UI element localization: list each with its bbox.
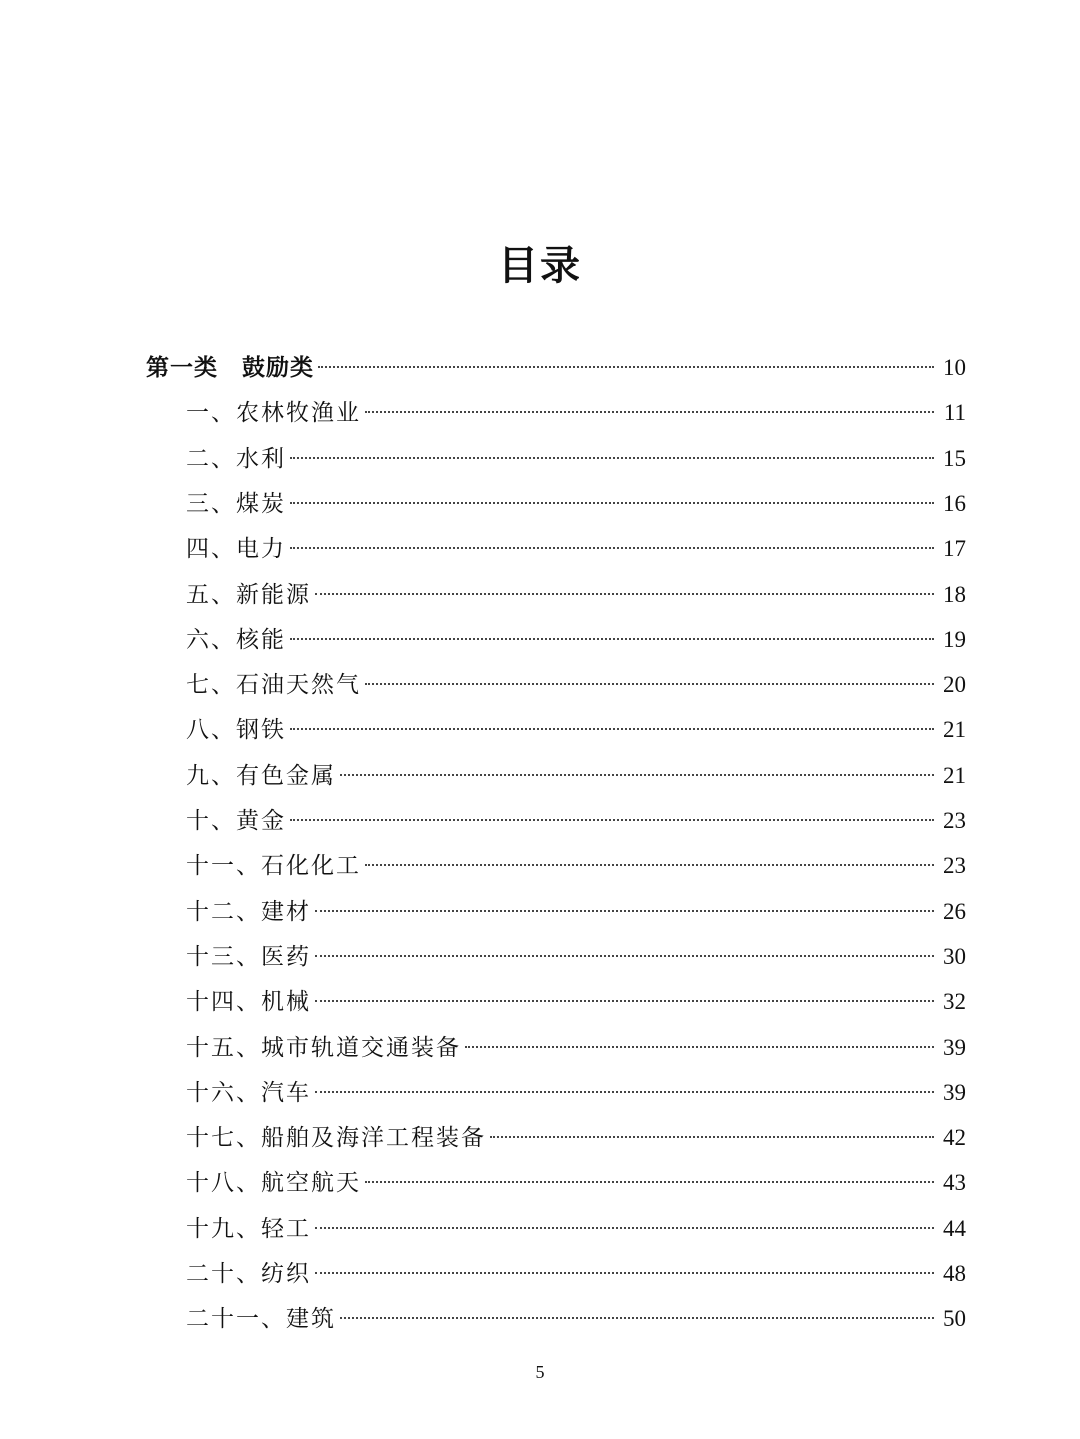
toc-entry-page: 16 — [943, 490, 966, 516]
dot-leader — [315, 910, 934, 912]
toc-entry-page: 44 — [943, 1215, 966, 1241]
toc-entry-label: 十八、航空航天 — [186, 1170, 361, 1197]
toc-entry-page: 10 — [943, 355, 966, 380]
dot-leader — [315, 1272, 934, 1274]
toc-entry-label: 十七、船舶及海洋工程装备 — [186, 1125, 486, 1152]
toc-entry-label: 十五、城市轨道交通装备 — [186, 1034, 461, 1061]
dot-leader — [290, 502, 934, 504]
toc-entry-page: 50 — [943, 1306, 966, 1332]
toc-entry-page: 20 — [943, 672, 966, 698]
toc-entry-page: 30 — [943, 943, 966, 969]
toc-entry-page: 32 — [943, 989, 966, 1015]
toc-entry-label: 三、煤炭 — [186, 490, 286, 517]
dot-leader — [315, 955, 934, 957]
toc-entry-page: 21 — [943, 762, 966, 788]
dot-leader — [290, 819, 934, 821]
toc-entry[interactable] — [186, 979, 966, 1024]
toc-entry[interactable] — [186, 390, 966, 435]
toc-entry-label: 第一类 鼓励类 — [146, 355, 314, 381]
toc-entry[interactable] — [186, 662, 966, 707]
toc-entry[interactable] — [186, 1025, 966, 1070]
dot-leader — [290, 547, 934, 549]
toc-entry-page: 11 — [943, 400, 966, 426]
toc-entry-label: 五、新能源 — [186, 581, 311, 608]
toc-entry-label: 八、钢铁 — [186, 717, 286, 744]
toc-entry-label: 一、农林牧渔业 — [186, 400, 361, 427]
toc-entry-page: 39 — [943, 1034, 966, 1060]
dot-leader — [315, 1000, 934, 1002]
toc-entry[interactable] — [186, 572, 966, 617]
toc-entry[interactable] — [186, 753, 966, 798]
dot-leader — [315, 593, 934, 595]
toc-entry[interactable] — [146, 345, 966, 390]
toc-entry-page: 48 — [943, 1261, 966, 1286]
dot-leader — [365, 411, 934, 413]
toc-entry-page: 19 — [943, 626, 966, 652]
toc-entry-label: 七、石油天然气 — [186, 672, 361, 699]
toc-entry[interactable] — [186, 889, 966, 934]
toc-entry-label: 九、有色金属 — [186, 762, 336, 789]
dot-leader — [318, 366, 934, 368]
dot-leader — [365, 683, 934, 685]
dot-leader — [340, 1317, 934, 1319]
toc-entry-page: 43 — [943, 1170, 966, 1196]
dot-leader — [465, 1046, 934, 1048]
toc-entry-label: 二十、纺织 — [186, 1261, 311, 1287]
toc-entry[interactable] — [186, 843, 966, 888]
toc-entry[interactable] — [186, 617, 966, 662]
toc-entry-page: 26 — [943, 898, 966, 924]
toc-entry-page: 23 — [943, 808, 966, 833]
toc-entry-page: 21 — [943, 717, 966, 743]
dot-leader — [490, 1136, 934, 1138]
dot-leader — [315, 1091, 934, 1093]
toc-entry-label: 六、核能 — [186, 626, 286, 653]
toc-entry[interactable] — [186, 798, 966, 843]
dot-leader — [290, 457, 934, 459]
toc-entry-label: 二、水利 — [186, 445, 286, 472]
dot-leader — [340, 774, 934, 776]
toc-entry-label: 十九、轻工 — [186, 1215, 311, 1242]
toc-entry-page: 42 — [943, 1125, 966, 1151]
dot-leader — [315, 1227, 934, 1229]
toc-entry[interactable] — [186, 436, 966, 481]
toc-entry[interactable] — [186, 526, 966, 571]
page-number: 5 — [535, 1362, 545, 1382]
toc-entry[interactable] — [186, 481, 966, 526]
toc-entry-label: 十、黄金 — [186, 808, 286, 834]
dot-leader — [365, 864, 934, 866]
page-title: 目录 — [498, 243, 582, 289]
toc-entry-label: 十二、建材 — [186, 898, 311, 925]
toc-entry[interactable] — [186, 1206, 966, 1251]
toc-entry-label: 十三、医药 — [186, 943, 311, 970]
toc-entry-label: 二十一、建筑 — [186, 1306, 336, 1333]
toc-entry[interactable] — [186, 1070, 966, 1115]
dot-leader — [365, 1181, 934, 1183]
toc-entry[interactable] — [186, 1296, 966, 1341]
dot-leader — [290, 728, 934, 730]
toc-entry[interactable] — [186, 934, 966, 979]
toc-entry-page: 39 — [943, 1079, 966, 1105]
dot-leader — [290, 638, 934, 640]
toc-entry[interactable] — [186, 1251, 966, 1296]
toc-entry[interactable] — [186, 1115, 966, 1160]
toc-entry-page: 23 — [943, 853, 966, 879]
toc-entry-label: 十四、机械 — [186, 989, 311, 1016]
toc-entry-label: 四、电力 — [186, 536, 286, 563]
toc-entry-label: 十六、汽车 — [186, 1079, 311, 1106]
toc-entry-page: 15 — [943, 445, 966, 471]
toc-entry[interactable] — [186, 707, 966, 752]
toc-entry-page: 18 — [943, 581, 966, 607]
toc-entry-label: 十一、石化化工 — [186, 853, 361, 880]
toc-entry[interactable] — [186, 1160, 966, 1205]
toc-entry-page: 17 — [943, 536, 966, 562]
